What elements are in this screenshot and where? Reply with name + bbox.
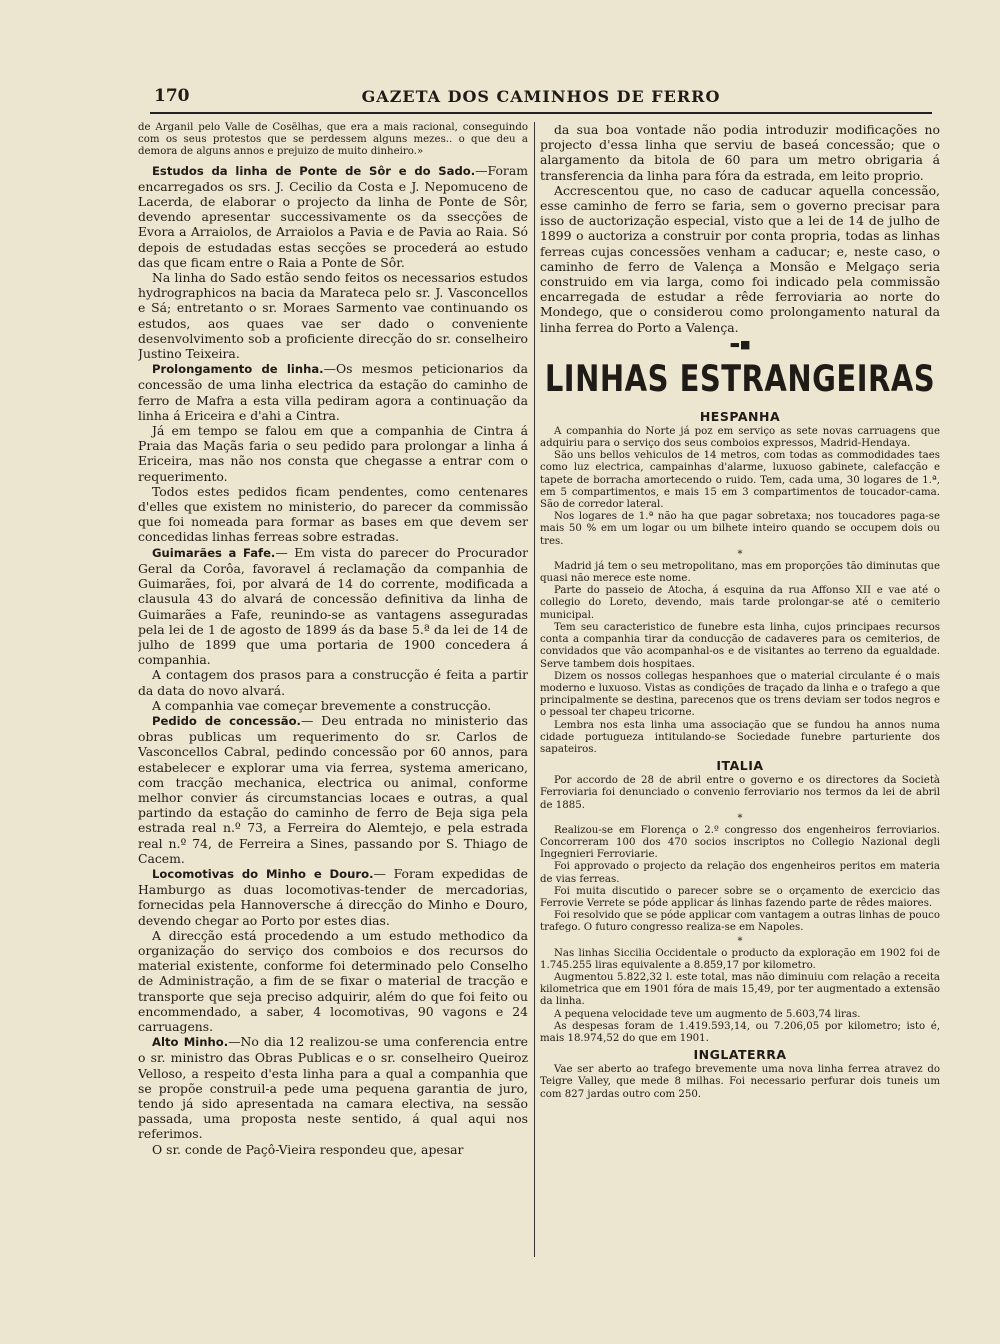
journal-title: GAZETA DOS CAMINHOS DE FERRO xyxy=(361,87,721,106)
asterisk-separator: * xyxy=(737,935,743,947)
news-paragraph: Augmentou 5.822,32 l. este total, mas não diminuiu com relação a receita kilometrica que em 1901 fóra de mais 15,49, por ter augmentado a extensão da linha. xyxy=(540,971,940,1008)
article-paragraph xyxy=(138,866,528,928)
article-paragraph xyxy=(138,163,528,270)
article-paragraph xyxy=(138,361,528,423)
news-paragraph: Tem seu caracteristico de funebre esta linha, cujos principaes recursos conta a companhia tirar da conducção de cadaveres para os cemiterios, de convidados que vão acompanhal-os e de visitantes ao terreno da egualdade. Serve tambem dois hospitaes. xyxy=(540,621,940,670)
article-paragraph: Accrescentou que, no caso de caducar aquella concessão, esse caminho de ferro se faria, sem o governo precisar para isso de auctorização especial, visto que a lei de 14 de julho de 1899 o auctoriza a construir por conta propria, todas as linhas ferreas cujas concessões venham a caducar; e, neste caso, o caminho de ferro de Valença a Monsão e Melgaço seria construido em via larga, como foi indicado pela commissão encarregada de estudar a rêde ferroviaria ao norte do Mondego, que o considerou como prolongamento natural da linha ferrea do Porto a Valença. xyxy=(540,182,940,335)
article-paragraph xyxy=(138,545,528,668)
article-heading: Alto Minho. xyxy=(152,1035,229,1050)
section-banner: LINHAS ESTRANGEIRAS xyxy=(544,356,936,400)
news-paragraph: Nos logares de 1.ª não ha que pagar sobretaxa; nos toucadores paga-se mais 50 % em um logar ou um bilhete inteiro quando se occupem dois ou tres. xyxy=(540,511,940,547)
article-paragraph: O sr. conde de Paçô-Vieira respondeu que, apesar xyxy=(152,1141,464,1157)
article-paragraph: Já em tempo se falou em que a companhia de Cintra á Praia das Maçãs faria o seu pedido para prolongar a linha á Ericeira, mas não nos consta que chegasse a entrar com o requerimento. xyxy=(138,423,528,484)
article-paragraph xyxy=(138,1034,528,1141)
news-paragraph: Lembra nos esta linha uma associação que se fundou ha annos numa cidade portugueza intitulando-se Sociedade funebre parturiente dos sapateiros. xyxy=(540,719,940,755)
article-heading: Guimarães a Fafe. xyxy=(152,545,276,560)
news-paragraph: Dizem os nossos collegas hespanhoes que o material circulante é o mais moderno e luxuoso. Vistas as condições de traçado da linha e o trafego a que principalmente se destina, parecenos que os trens deviam ser todos negros e o pessoal ter chapeu tricorne. xyxy=(540,670,940,719)
country-heading: INGLATERRA xyxy=(693,1047,787,1063)
asterisk-separator: * xyxy=(737,812,743,824)
article-text: —Foram encarregados os srs. J. Cecilio da Costa e J. Nepomuceno de Lacerda, de elaborar o projecto da linha de Ponte de Sôr, devendo apresentar successivamente os da ssecções de Evora a Arraiolos, de Arraiolos a Pavia e de Pavia ao Raia. Só depois de estudadas estas secções se procederá ao estudo das que ficam entre o Raia a Ponte de Sôr. xyxy=(138,162,528,270)
article-heading: Prolongamento de linha. xyxy=(152,362,324,377)
article-text: —No dia 12 realizou-se uma conferencia entre o sr. ministro das Obras Publicas e o sr. conselheiro Queiroz Velloso, a respeito d'esta linha para a qual a companhia que se propõe construil-a pede uma pequena garantia de juro, tendo já sido apresentada na camara electiva, na sessão passada, uma proposta neste sentido, á qual aqui nos referimos. xyxy=(138,1034,528,1142)
asterisk-separator: * xyxy=(737,548,743,560)
article-text: —Os mesmos peticionarios da concessão de uma linha electrica da estação do caminho de ferro de Mafra a esta villa pediram agora a continuação da linha á Ericeira e d'ahi a Cintra. xyxy=(138,361,528,423)
article-paragraph: da sua boa vontade não podia introduzir modificações no projecto d'essa linha que serviu de baseá concessão; que o alargamento da bitola de 60 para um metro obrigaria á transferencia da linha para fóra da estrada, em leito proprio. xyxy=(540,122,940,183)
article-text: — Foram expedidas de Hamburgo as duas locomotivas-tender de mercadorias, fornecidas pela Hannoversche á direcção do Minho e Douro, devendo chegar ao Porto por estes dias. xyxy=(138,865,528,928)
article-heading: Estudos da linha de Ponte de Sôr e do Sado. xyxy=(152,163,476,178)
news-paragraph: São uns bellos vehiculos de 14 metros, com todas as commodidades taes como luz electrica, campainhas d'alarme, luxuoso gabinete, calefacção e tapete de borracha amortecendo o ruido. Tem, cada uma, 30 logares de 1.ª, em 5 compartimentos, e mais 15 em 3 compartimentos de toucador-cama. São de corredor lateral. xyxy=(540,450,940,511)
news-paragraph: Vae ser aberto ao trafego brevemente uma nova linha ferrea atravez do Teigre Valley, que mede 8 milhas. Foi necessario perfurar dois tuneis um com 827 jardas outro com 250. xyxy=(540,1064,940,1100)
news-paragraph: Foi muita discutido o parecer sobre se o orçamento de exercicio das Ferrovie Verrete se póde applicar ás linhas fazendo parte de rêdes maiores. xyxy=(540,885,940,909)
intro-paragraph: de Arganil pelo Valle de Cosêlhas, que era a mais racional, conseguindo com os seus protestos que se perdessem alguns mezes.. o que deu a demora de alguns annos e prejuizo de muito dinheiro.» xyxy=(138,122,528,158)
news-paragraph: Parte do passeio de Atocha, á esquina da rua Affonso XII e vae até o collegio do Loreto, devendo, mais tarde prolongar-se até o cemiterio municipal. xyxy=(540,585,940,621)
column-divider xyxy=(534,122,535,1257)
country-heading: HESPANHA xyxy=(699,408,781,424)
article-heading: Pedido de concessão. xyxy=(152,713,301,728)
news-paragraph: Foi approvado o projecto da relação dos engenheiros peritos em materia de vias ferreas. xyxy=(540,861,940,885)
news-paragraph: A pequena velocidade teve um augmento de 5.603,74 liras. xyxy=(554,1008,861,1020)
right-column xyxy=(540,122,940,1262)
country-heading: ITALIA xyxy=(716,758,764,774)
article-paragraph: A companhia vae começar brevemente a construcção. xyxy=(152,697,492,713)
article-paragraph: Todos estes pedidos ficam pendentes, como centenares d'elles que existem no ministerio, do parecer da commissão que foi nomeada para formar as bases em que devem ser concedidas linhas ferreas sobre estradas. xyxy=(138,483,528,545)
article-heading: Locomotivas do Minho e Douro. xyxy=(152,866,374,881)
article-paragraph xyxy=(138,713,528,866)
news-paragraph: Foi resolvido que se póde applicar com vantagem a outras linhas de pouco trafego. O futuro congresso realiza-se em Napoles. xyxy=(540,910,940,934)
news-paragraph: Realizou-se em Florença o 2.º congresso dos engenheiros ferroviarios. Concorreram 100 dos 470 socios inscriptos no Collegio Nazional degli Ingegnieri Ferroviarie. xyxy=(540,824,940,861)
news-paragraph: As despesas foram de 1.419.593,14, ou 7.206,05 por kilometro; isto é, mais 18.974,52 do que em 1901. xyxy=(540,1020,940,1044)
article-text: — Deu entrada no ministerio das obras publicas um requerimento do sr. Carlos de Vasconcellos Cabral, pedindo concessão por 60 annos, para estabelecer e explorar uma via ferrea, systema americano, com tracção mechanica, electrica ou animal, conforme melhor convier ás circumstancias locaes e outras, a qual partindo da estação do caminho de ferro de Beja siga pela estrada real n.º 73, a Ferreira do Alemtejo, e pela estrada real n.º 74, de Ferreira a Sines, passando por S. Thiago de Cacem. xyxy=(138,712,528,866)
train-ornament-icon: ▬■ xyxy=(729,337,751,351)
article-text: — Em vista do parecer do Procurador Geral da Corôa, favoravel á reclamação da companhia de Guimarães, foi, por alvará de 14 do corrente, modificada a clausula 43 do alvará de concessão definitiva da linha de Guimarães a Fafe, reunindo-se as vantagens asseguradas pela lei de 1 de agosto de 1899 ás da base 5.ª da lei de 14 de julho de 1899 que uma portaria de 1900 concedera á companhia. xyxy=(138,544,528,668)
news-paragraph: Por accordo de 28 de abril entre o governo e os directores da Società Ferroviaria foi denunciado o convenio ferroviario nos termos da lei de abril de 1885. xyxy=(540,775,940,811)
news-paragraph: A companhia do Norte já poz em serviço as sete novas carruagens que adquiriu para o serviço dos seus comboios expressos, Madrid-Hendaya. xyxy=(540,425,940,450)
left-column xyxy=(138,122,528,1262)
article-paragraph: A direcção está procedendo a um estudo methodico da organização do serviço dos comboios e dos recursos do material existente, conforme foi determinado pelo Conselho de Administração, a fim de se fixar o material de tracção e transporte que seja preciso adquirir, além do que foi feito ou encommendado, a saber, 4 locomotivas, 90 vagons e 24 carruagens. xyxy=(138,927,528,1034)
article-paragraph: A contagem dos prasos para a construcção é feita a partir da data do novo alvará. xyxy=(138,667,528,698)
news-paragraph: Nas linhas Siccilia Occidentale o producto da exploração em 1902 foi de 1.745.255 liras equivalente a 8.859,17 por kilometro. xyxy=(540,947,940,971)
page-header xyxy=(150,84,932,114)
article-paragraph: Na linha do Sado estão sendo feitos os necessarios estudos hydrographicos na bacia da Marateca pelo sr. J. Vasconcellos e Sá; entretanto o sr. Moraes Sarmento vae continuando os estudos, aos quaes vae ser dado o conveniente desenvolvimento sob a proficiente direcção do sr. conselheiro Justino Teixeira. xyxy=(138,270,528,362)
news-paragraph: Madrid já tem o seu metropolitano, mas em proporções tão diminutas que quasi não merece este nome. xyxy=(540,560,940,585)
page-number: 170 xyxy=(154,86,190,106)
